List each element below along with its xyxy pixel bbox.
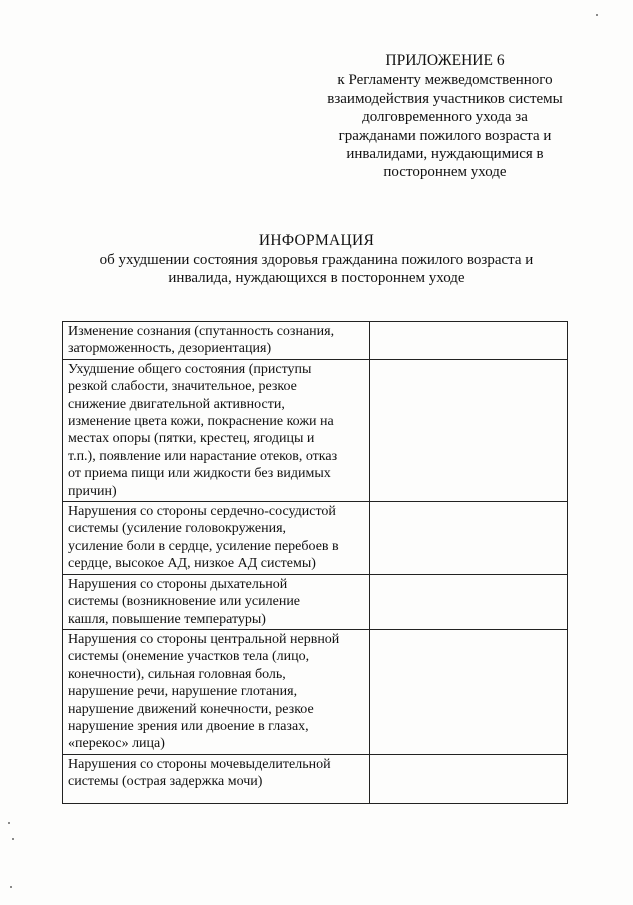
symptom-value-cell[interactable] (369, 629, 567, 754)
table-row (63, 359, 568, 501)
symptom-description (63, 502, 370, 575)
symptom-line: нарушение речи, нарушение глотания, (68, 684, 298, 700)
appendix-line: взаимодействия участников системы (327, 90, 563, 107)
table-row (63, 574, 568, 629)
appendix-line: инвалидами, нуждающимися в (346, 146, 544, 163)
symptom-line: нарушение зрения или двоение в глазах, (68, 718, 309, 734)
scan-speck (10, 886, 12, 888)
symptom-line: Нарушения со стороны дыхательной (68, 576, 288, 592)
symptom-line: системы (онемение участков тела (лицо, (68, 649, 310, 665)
symptom-value-cell[interactable] (369, 754, 567, 803)
table-row (63, 629, 568, 754)
appendix-heading: ПРИЛОЖЕНИЕ 6 (385, 52, 505, 69)
symptom-line: кашля, повышение температуры) (68, 611, 266, 627)
symptom-line: Нарушения со стороны центральной нервной (68, 631, 340, 647)
symptom-description (63, 629, 370, 754)
symptom-description (63, 754, 370, 803)
symptom-line: системы (острая задержка мочи) (68, 774, 263, 790)
symptom-description (63, 322, 370, 360)
symptom-value-cell[interactable] (369, 322, 567, 360)
symptom-line: системы (усиление головокружения, (68, 521, 287, 537)
symptom-line: от приема пищи или жидкости без видимых (68, 466, 331, 482)
symptom-line: конечности), сильная головная боль, (68, 666, 286, 682)
table-row (63, 322, 568, 360)
scan-speck (596, 14, 598, 16)
symptom-line: причин) (68, 483, 117, 499)
symptom-description (63, 359, 370, 501)
symptom-line: усиление боли в сердце, усиление перебоев в (68, 538, 339, 554)
symptom-line: Нарушения со стороны мочевыделительной (68, 756, 331, 772)
document-subtitle-line: инвалида, нуждающихся в постороннем уходе (168, 270, 465, 286)
symptom-line: «перекос» лица) (68, 736, 165, 752)
symptom-line: системы (возникновение или усиление (68, 594, 301, 610)
symptom-line: изменение цвета кожи, покраснение кожи на (68, 414, 334, 430)
scan-speck (8, 822, 10, 824)
document-subtitle-line: об ухудшении состояния здоровья гражданина пожилого возраста и (99, 252, 534, 268)
symptom-value-cell[interactable] (369, 359, 567, 501)
appendix-header (300, 52, 590, 182)
appendix-line: долговременного ухода за (362, 109, 528, 126)
appendix-line: постороннем уходе (383, 164, 507, 181)
symptom-line: сердце, высокое АД, низкое АД системы) (68, 556, 316, 572)
symptom-description (63, 574, 370, 629)
symptom-line: нарушение движений конечности, резкое (68, 701, 314, 717)
symptom-value-cell[interactable] (369, 502, 567, 575)
document-title: ИНФОРМАЦИЯ (258, 232, 375, 249)
table-row (63, 502, 568, 575)
symptom-line: Изменение сознания (спутанность сознания, (68, 324, 335, 339)
document-title-block (0, 232, 633, 287)
table-row (63, 754, 568, 803)
symptom-line: т.п.), появление или нарастание отеков, отказ (68, 448, 338, 464)
scan-speck (12, 838, 14, 840)
symptom-line: Нарушения со стороны сердечно-сосудистой (68, 504, 336, 520)
symptom-line: местах опоры (пятки, крестец, ягодицы и (68, 431, 315, 447)
symptom-line: Ухудшение общего состояния (приступы (68, 361, 312, 377)
appendix-line: к Регламенту межведомственного (337, 72, 553, 89)
appendix-line: гражданами пожилого возраста и (338, 127, 552, 144)
symptom-line: резкой слабости, значительное, резкое (68, 379, 297, 395)
symptom-value-cell[interactable] (369, 574, 567, 629)
symptom-line: снижение двигательной активности, (68, 396, 285, 412)
symptom-line: заторможенность, дезориентация) (68, 341, 272, 357)
symptoms-table (62, 321, 568, 804)
